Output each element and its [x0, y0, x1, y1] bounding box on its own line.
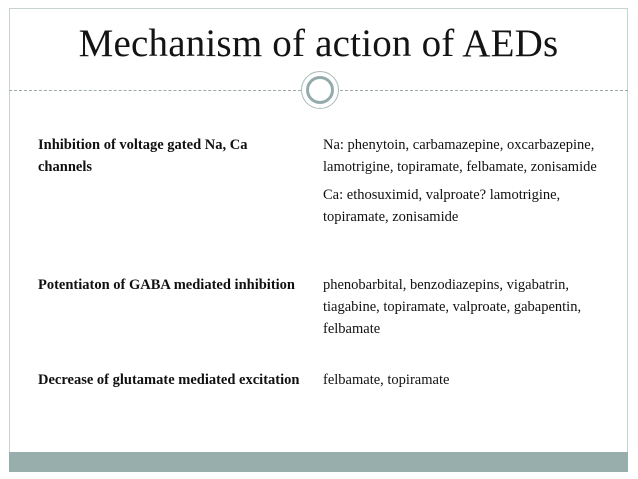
drug-paragraph-ca: Ca: ethosuximid, valproate? lamotrigine, topiramate, zonisamide — [323, 187, 561, 225]
mechanism-label: Decrease of glutamate mediated excitation — [38, 372, 300, 388]
title-divider-left — [9, 90, 301, 91]
mechanism-label: Potentiaton of GABA mediated inhibition — [38, 277, 295, 293]
drug-paragraph: felbamate, topiramate — [323, 372, 450, 388]
drug-paragraph-na: Na: phenytoin, carbamazepine, oxcarbazepine, lamotrigine, topiramate, felbamate, zonisamide — [323, 137, 597, 175]
circle-ornament-inner-icon — [306, 76, 334, 104]
title-divider-right — [340, 90, 628, 91]
mechanism-label: Inhibition of voltage gated Na, Ca channels — [38, 137, 248, 175]
footer-accent-bar — [9, 452, 628, 472]
drug-list — [323, 274, 603, 346]
drug-list — [323, 369, 603, 397]
slide-title: Mechanism of action of AEDs — [78, 22, 559, 65]
drug-list — [323, 134, 603, 234]
drug-paragraph: phenobarbital, benzodiazepins, vigabatrin, tiagabine, topiramate, valproate, gabapentin, felbamate — [323, 277, 582, 337]
